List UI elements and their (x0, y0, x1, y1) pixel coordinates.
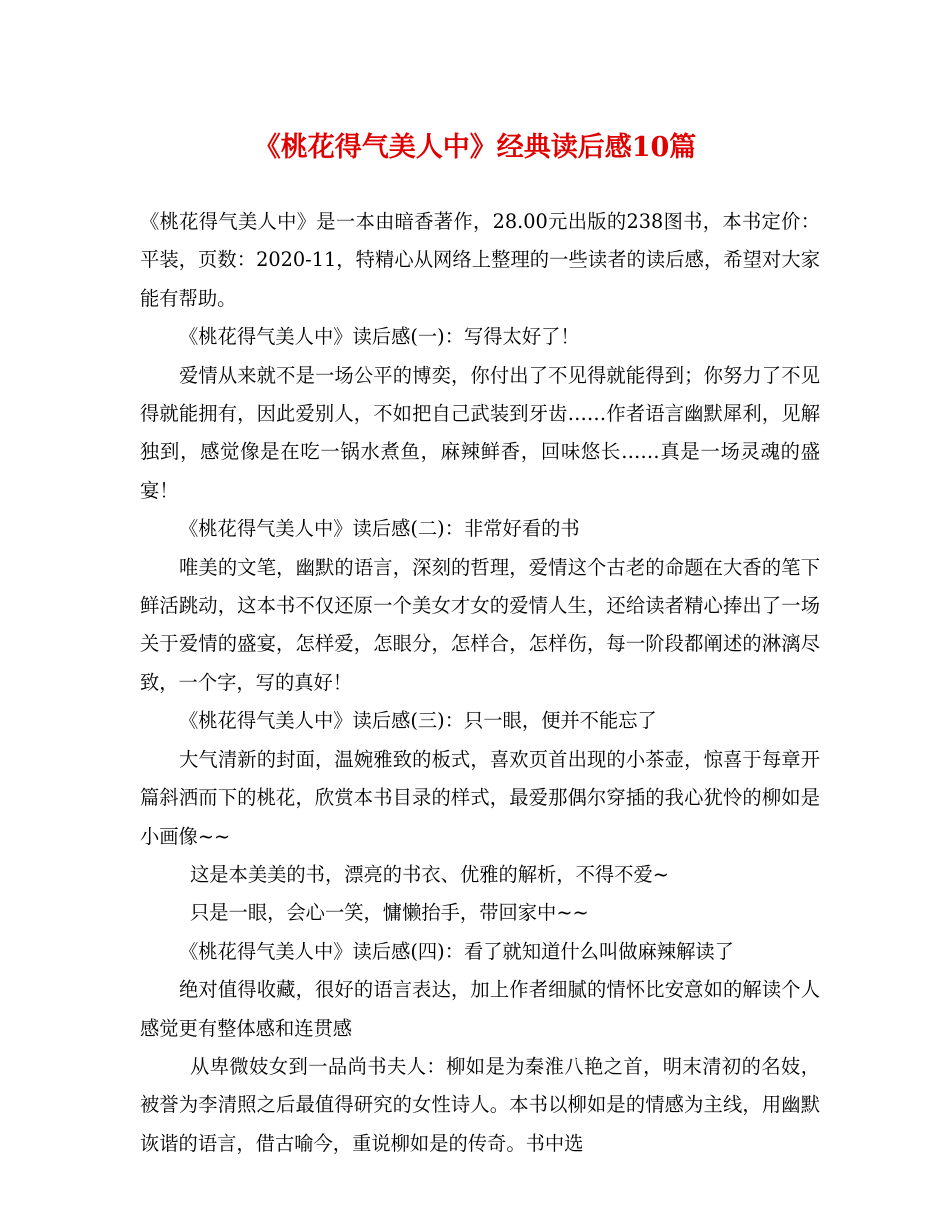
review-3-heading: 《桃花得气美人中》读后感(三)：只一眼，便并不能忘了 (179, 709, 657, 733)
review-4-paragraph: 绝对值得收藏，很好的语言表达，加上作者细腻的情怀比安意如的解读个人感觉更有整体感和连贯感 (140, 978, 820, 1040)
review-3-line-3: 只是一眼，会心一笑，慵懒抬手，带回家中~~ (190, 901, 589, 925)
review-3-line-2: 这是本美美的书，漂亮的书衣、优雅的解析，不得不爱~ (190, 862, 669, 886)
review-3-paragraph: 大气清新的封面，温婉雅致的板式，喜欢页首出现的小茶壶，惊喜于每章开篇斜洒而下的桃花，欣赏本书目录的样式，最爱那偶尔穿插的我心犹怜的柳如是小画像~~ (140, 747, 820, 848)
review-4-heading: 《桃花得气美人中》读后感(四)：看了就知道什么叫做麻辣解读了 (179, 939, 734, 963)
document-body (140, 203, 820, 1163)
review-1-paragraph: 爱情从来就不是一场公平的博奕，你付出了不见得就能得到；你努力了不见得就能拥有，因此爱别人，不如把自己武装到牙齿……作者语言幽默犀利，见解独到，感觉像是在吃一锅水煮鱼，麻辣鲜香，回味悠长……真是一场灵魂的盛宴！ (140, 363, 820, 502)
review-2-heading: 《桃花得气美人中》读后感(二)：非常好看的书 (179, 517, 580, 541)
intro-paragraph: 《桃花得气美人中》是一本由暗香著作，28.00元出版的238图书，本书定价：平装，页数：2020-11，特精心从网络上整理的一些读者的读后感，希望对大家能有帮助。 (140, 210, 820, 310)
document-title: 《桃花得气美人中》经典读后感10篇 (253, 132, 697, 163)
review-1-heading: 《桃花得气美人中》读后感(一)：写得太好了！ (179, 325, 580, 349)
review-4-paragraph-2: 从卑微妓女到一品尚书夫人：柳如是为秦淮八艳之首，明末清初的名妓，被誉为李清照之后最值得研究的女性诗人。本书以柳如是的情感为主线，用幽默诙谐的语言，借古喻今，重说柳如是的传奇。书中选 (140, 1054, 820, 1155)
review-2-paragraph: 唯美的文笔，幽默的语言，深刻的哲理，爱情这个古老的命题在大香的笔下鲜活跳动，这本书不仅还原一个美女才女的爱情人生，还给读者精心捧出了一场关于爱情的盛宴，怎样爱，怎眼分，怎样合，怎样伤，每一阶段都阐述的淋漓尽致，一个字，写的真好！ (140, 555, 820, 694)
